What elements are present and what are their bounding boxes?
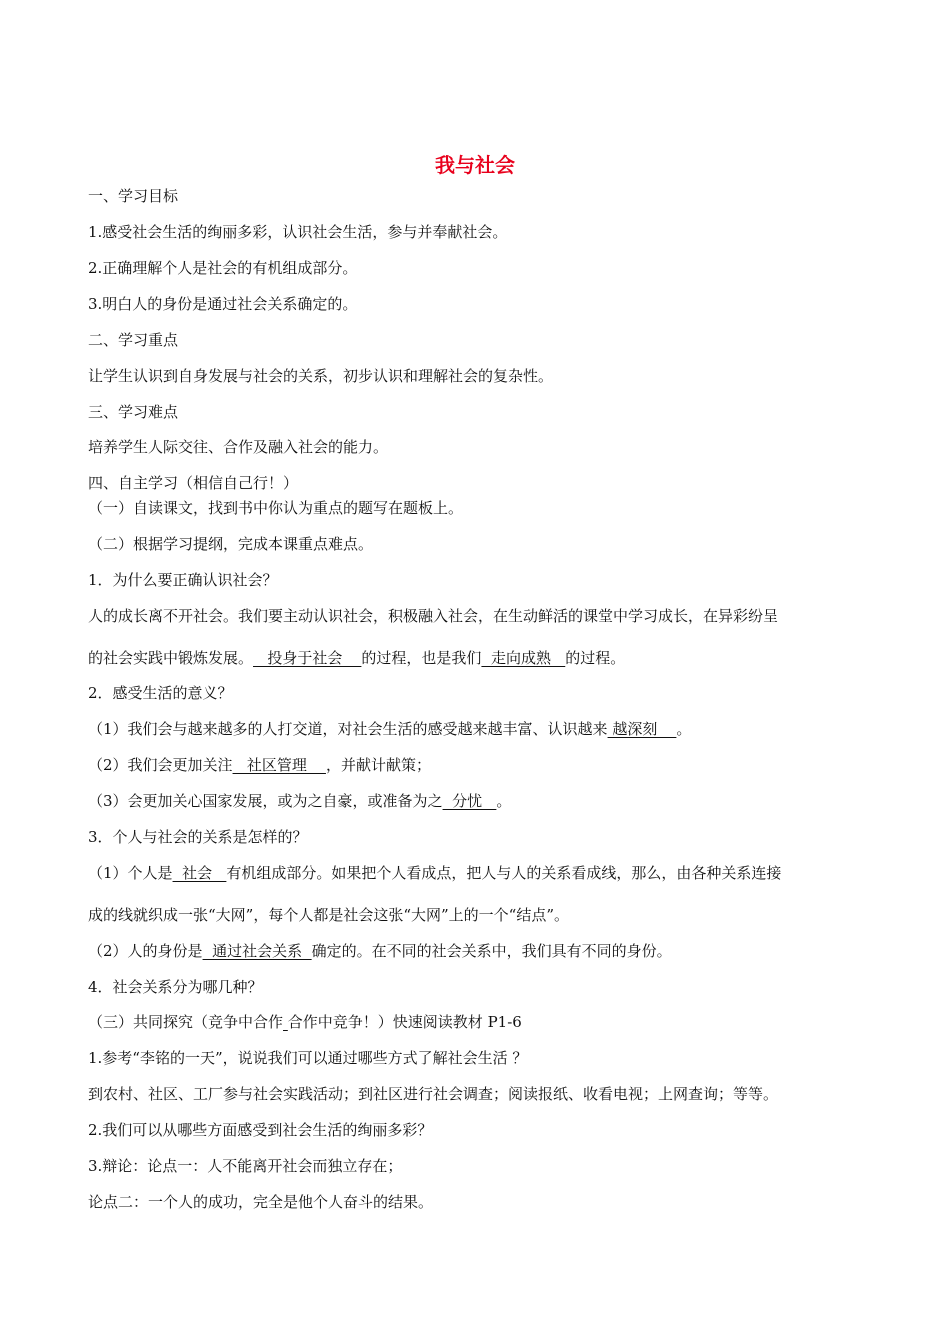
answer-text: （1）我们会与越来越多的人打交道，对社会生活的感受越来越丰富、认识越来	[88, 720, 608, 738]
answer-1-mid: 的过程，也是我们	[361, 649, 482, 667]
answer-1-line-1: 人的成长离不开社会。我们要主动认识社会，积极融入社会，在生动鲜活的课堂中学习成长，在异彩纷呈	[88, 607, 779, 625]
answer-text: 。	[676, 720, 692, 738]
section-heading-difficulties: 三、学习难点	[88, 403, 179, 421]
question-3: 3．个人与社会的关系是怎样的？	[88, 828, 308, 846]
fill-blank-answer: 社区管理	[232, 756, 326, 774]
self-study-paragraph-1: （一）自读课文，找到书中你认为重点的题写在题板上。	[88, 499, 464, 517]
answer-3-item-1-line-2: 成的线就织成一张“大网”，每个人都是社会这张“大网”上的一个“结点”。	[88, 906, 570, 924]
answer-1-post: 的过程。	[565, 649, 626, 667]
answer-text: 确定的。在不同的社会关系中，我们具有不同的身份。	[311, 942, 672, 960]
page-title: 我与社会	[435, 153, 515, 177]
goal-item-3: 3.明白人的身份是通过社会关系确定的。	[88, 295, 358, 313]
inquiry-question-1: 1.参考“李铭的一天”，说说我们可以通过哪些方式了解社会生活 ？	[88, 1049, 528, 1067]
answer-text: 有机组成部分。如果把个人看成点，把人与人的关系看成线，那么，由各种关系连接	[226, 864, 782, 882]
self-study-paragraph-2: （二）根据学习提纲，完成本课重点难点。	[88, 535, 374, 553]
inquiry-question-2: 2.我们可以从哪些方面感受到社会生活的绚丽多彩？	[88, 1121, 433, 1139]
section-heading-goals: 一、学习目标	[88, 187, 179, 205]
fill-blank-answer: 社会	[172, 864, 227, 882]
answer-text: （1）个人是	[88, 864, 173, 882]
section-heading-inquiry	[88, 1012, 880, 1032]
answer-3-item-2	[88, 941, 880, 961]
goal-item-1: 1.感受社会生活的绚丽多彩，认识社会生活，参与并奉献社会。	[88, 223, 508, 241]
question-4: 4．社会关系分为哪几种？	[88, 978, 263, 996]
question-1: 1．为什么要正确认识社会？	[88, 571, 278, 589]
fill-blank-answer: 通过社会关系	[202, 942, 312, 960]
question-2: 2．感受生活的意义？	[88, 684, 233, 702]
heading-text: （三）共同探究（竞争中合作	[88, 1013, 284, 1031]
fill-blank-answer: 走向成熟	[481, 649, 566, 667]
fill-blank-answer: 分忧	[442, 792, 497, 810]
answer-1-line-2	[88, 648, 880, 668]
section-heading-self-study: 四、自主学习（相信自己行！）	[88, 474, 299, 492]
section-heading-key-points: 二、学习重点	[88, 331, 179, 349]
inquiry-question-3: 3.辩论：论点一：人不能离开社会而独立存在；	[88, 1157, 403, 1175]
answer-text: 。	[496, 792, 512, 810]
answer-text: （2）人的身份是	[88, 942, 203, 960]
answer-text: （3）会更加关心国家发展，或为之自豪，或准备为之	[88, 792, 443, 810]
answer-2-item-3	[88, 791, 880, 811]
answer-text: （2）我们会更加关注	[88, 756, 233, 774]
key-points-text: 让学生认识到自身发展与社会的关系，初步认识和理解社会的复杂性。	[88, 367, 554, 385]
goal-item-2: 2.正确理解个人是社会的有机组成部分。	[88, 259, 358, 277]
answer-2-item-1	[88, 719, 880, 739]
inquiry-question-3-point-2: 论点二：一个人的成功，完全是他个人奋斗的结果。	[88, 1193, 434, 1211]
difficulties-text: 培养学生人际交往、合作及融入社会的能力。	[88, 438, 389, 456]
answer-3-item-1	[88, 863, 880, 883]
inquiry-answer-1: 到农村、社区、工厂参与社会实践活动；到社区进行社会调查；阅读报纸、收看电视；上网查询；等等。	[88, 1085, 779, 1103]
answer-1-pre: 的社会实践中锻炼发展。	[88, 649, 254, 667]
fill-blank-answer: 越深刻	[607, 720, 677, 738]
answer-2-item-2	[88, 755, 880, 775]
answer-text: ，并献计献策；	[325, 756, 431, 774]
heading-text: 合作中竞争！）快速阅读教材 P1-6	[287, 1013, 522, 1031]
fill-blank-answer: 投身于社会	[253, 649, 362, 667]
